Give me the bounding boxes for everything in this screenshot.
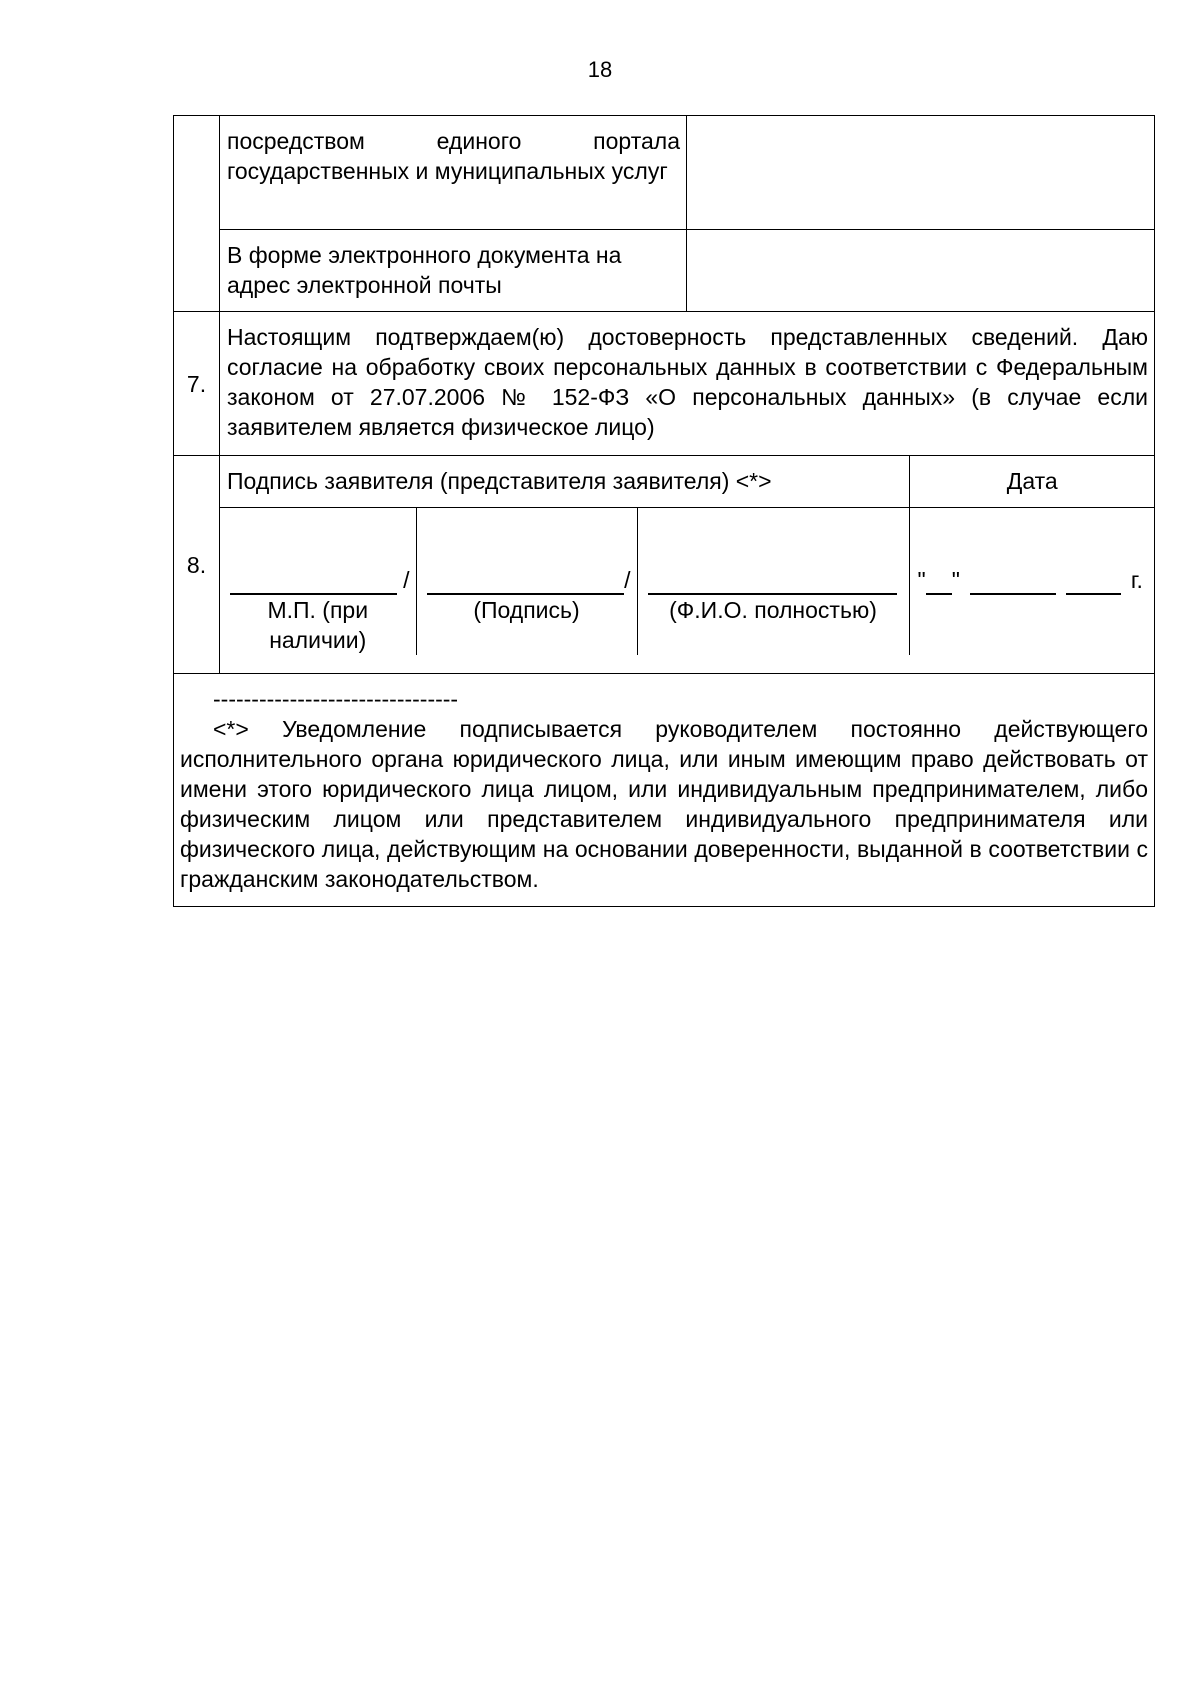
signature-block	[220, 456, 1155, 655]
stamp-line[interactable]	[230, 567, 397, 595]
date-cell	[909, 507, 1155, 655]
delivery-portal-checkbox-cell[interactable]	[687, 116, 1155, 230]
signature-caption: (Подпись)	[473, 596, 580, 623]
item-7-row	[174, 312, 1155, 456]
item-7-text-cell	[220, 312, 1155, 456]
date-header-cell	[909, 456, 1155, 507]
delivery-number-cell	[174, 116, 220, 312]
item-8-row	[174, 456, 1155, 674]
full-name-cell	[637, 507, 909, 655]
date-day-blank[interactable]	[926, 567, 952, 595]
footnote-text: <*> Уведомление подписывается руководителем постоянно действующего исполнительного органа юридического лица, или иным имеющим право действовать от имени этого юридического лица лицом, или индивидуальным предпринимателем, либо физическим лицом или представителем индивидуального предпринимателя или физического лица, действующим на основании доверенности, выданной в соответствии с гражданским законодательством.	[180, 716, 1148, 892]
date-quote-open: "	[917, 566, 926, 593]
year-suffix: г.	[1130, 566, 1143, 593]
signature-header: Подпись заявителя (представителя заявителя) <*>	[227, 468, 772, 494]
signature-line[interactable]	[427, 567, 625, 595]
footnote-row	[174, 674, 1155, 907]
delivery-portal-label: посредством единого портала государственных и муниципальных услуг	[227, 128, 680, 184]
signature-block-cell	[220, 456, 1155, 674]
signature-header-cell	[220, 456, 909, 507]
page-number: 18	[587, 57, 613, 82]
stamp-slash: /	[403, 566, 410, 593]
date-field[interactable]	[910, 558, 1156, 595]
date-month-blank[interactable]	[970, 567, 1056, 595]
signature-cell	[416, 507, 637, 655]
footnote-separator: --------------------------------	[213, 686, 459, 712]
stamp-caption: М.П. (при наличии)	[267, 596, 369, 653]
signature-slash: /	[624, 566, 631, 593]
date-year-blank[interactable]	[1066, 567, 1121, 595]
date-quote-close: "	[951, 566, 960, 593]
stamp-cell	[220, 507, 416, 655]
delivery-portal-row	[174, 116, 1155, 230]
delivery-email-label-cell	[220, 230, 687, 312]
item-8-number: 8.	[174, 456, 220, 674]
delivery-email-label: В форме электронного документа на адрес электронной почты	[227, 242, 622, 298]
delivery-email-row	[174, 230, 1155, 312]
full-name-caption: (Ф.И.О. полностью)	[669, 596, 877, 623]
delivery-email-checkbox-cell[interactable]	[687, 230, 1155, 312]
item-7-number: 7.	[174, 312, 220, 456]
date-header: Дата	[1006, 468, 1058, 494]
item-7-text: Настоящим подтверждаем(ю) достоверность представленных сведений. Даю согласие на обработку своих персональных данных в соответствии с Федеральным законом от 27.07.2006 № 152-ФЗ «О персональных данных» (в случае если заявителем является физическое лицо)	[227, 324, 1148, 440]
footnote-cell	[174, 674, 1155, 907]
delivery-portal-label-cell	[220, 116, 687, 230]
full-name-line[interactable]	[648, 567, 897, 595]
application-form-table	[173, 115, 1155, 907]
